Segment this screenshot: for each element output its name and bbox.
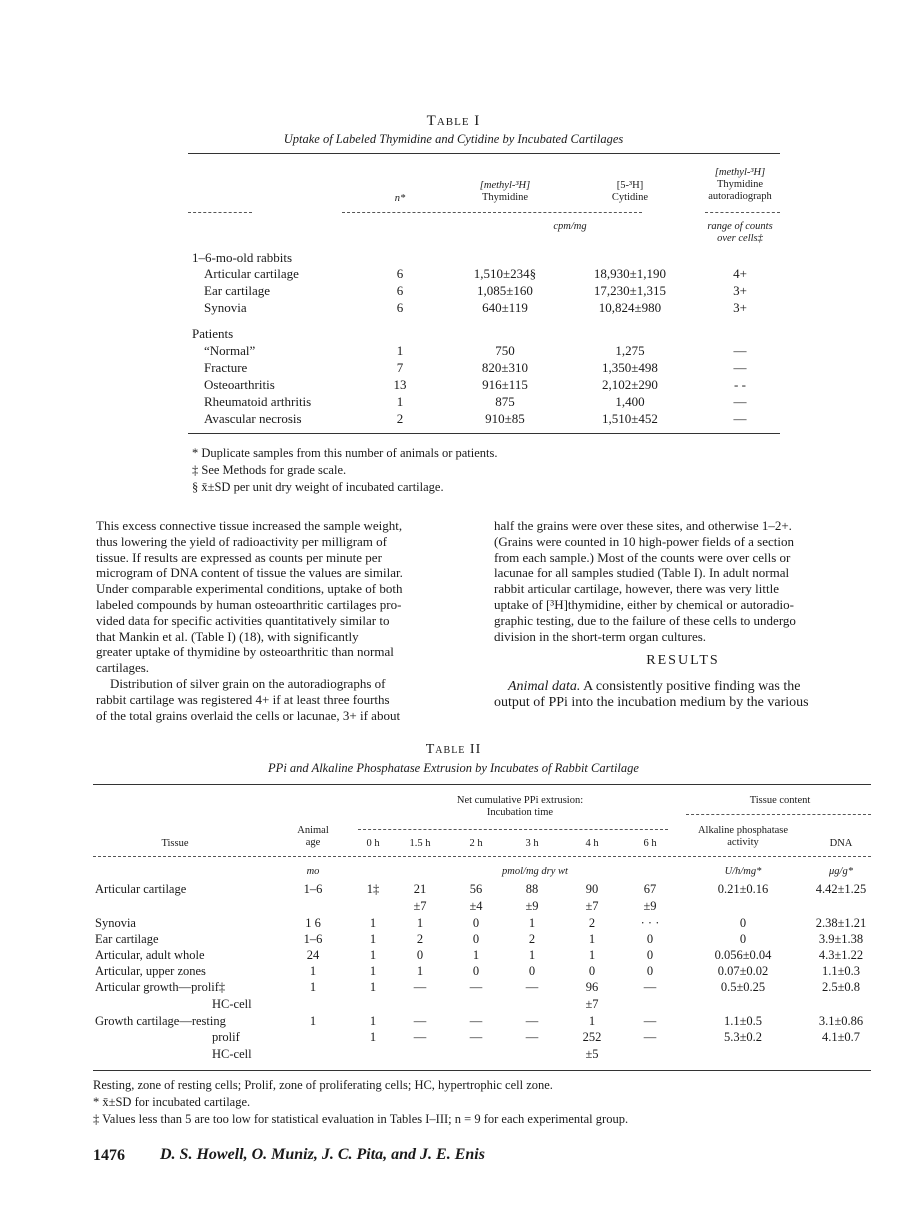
text-line: (Grains were counted in 10 high-power fields of a section bbox=[494, 533, 794, 549]
t1-row-n: 13 bbox=[393, 377, 407, 392]
t2-head-animal-age: Animal age bbox=[297, 825, 329, 848]
text-line: rabbit articular cartilage, however, there was very little bbox=[494, 581, 779, 597]
t1-row-auto: — bbox=[733, 411, 747, 426]
t2-unit-ppi: pmol/mg dry wt bbox=[502, 866, 568, 877]
t2-cell: — bbox=[469, 1014, 483, 1028]
t2-cell: 252 bbox=[582, 1030, 602, 1044]
t2-row-dna: 2.38±1.21 bbox=[815, 916, 867, 930]
text-line: from each sample.) Most of the counts were over cells or bbox=[494, 549, 791, 565]
t1-row-name: Synovia bbox=[204, 300, 247, 315]
t1-row-name: Articular cartilage bbox=[204, 266, 299, 281]
text-line: cartilages. bbox=[96, 660, 150, 676]
t2-footnote: * x̄±SD for incubated cartilage. bbox=[93, 1095, 251, 1109]
t1-row-n: 6 bbox=[396, 283, 404, 298]
t2-cell: 1 bbox=[472, 948, 480, 962]
t1-row-auto: — bbox=[733, 394, 747, 409]
t2-cell: 1 bbox=[369, 948, 377, 962]
t2-cell: 0 bbox=[416, 948, 424, 962]
text-line: thus lowering the yield of radioactivity per milligram of bbox=[96, 533, 387, 549]
t1-unit-range: range of counts over cells‡ bbox=[707, 221, 773, 244]
text-line: division in the short-term organ cultures. bbox=[494, 628, 707, 644]
t2-cell: 1 bbox=[588, 1014, 596, 1028]
t1-unit-cpm: cpm/mg bbox=[553, 221, 587, 232]
t1-row-auto: — bbox=[733, 360, 747, 375]
page-number: 1476 bbox=[93, 1147, 125, 1164]
t2-cell: 2 bbox=[528, 932, 536, 946]
text-line: output of PPi into the incubation medium by the various bbox=[494, 694, 809, 710]
t2-row-alk: 0.21±0.16 bbox=[717, 882, 769, 896]
t2-cell: 67 bbox=[643, 882, 657, 896]
text-line: half the grains were over these sites, and otherwise 1–2+. bbox=[494, 518, 792, 533]
t1-row-n: 6 bbox=[396, 300, 404, 315]
t2-cell: 90 bbox=[585, 882, 599, 896]
t2-row-alk: 0.07±0.02 bbox=[717, 964, 769, 978]
t1-head-cytidine: [5-³H] Cytidine bbox=[611, 180, 649, 203]
t2-row-age: 1–6 bbox=[303, 932, 323, 946]
t2-row-age: 1 bbox=[309, 964, 317, 978]
text-line: greater uptake of thymidine by osteoarthritic than normal bbox=[96, 644, 394, 660]
t1-row-name: Rheumatoid arthritis bbox=[204, 394, 312, 409]
t2-cell: 0 bbox=[646, 932, 654, 946]
text-line: labeled compounds by human osteoarthritic cartilages pro- bbox=[96, 596, 402, 612]
t1-row-cytidine: 1,400 bbox=[615, 394, 645, 409]
t2-row-name: Ear cartilage bbox=[95, 932, 159, 946]
t1-row-name: Ear cartilage bbox=[204, 283, 271, 298]
t2-row-name: HC-cell bbox=[212, 997, 252, 1011]
t2-head-dna: DNA bbox=[829, 838, 853, 849]
t2-unit-age: mo bbox=[306, 866, 320, 877]
t2-cell: 2 bbox=[588, 916, 596, 930]
t2-row-age: 1 bbox=[309, 1014, 317, 1028]
t2-cell: 88 bbox=[525, 882, 539, 896]
t1-row-cytidine: 1,510±452 bbox=[602, 411, 658, 426]
t2-cell: 1 bbox=[369, 916, 377, 930]
t2-row-alk: 0 bbox=[739, 916, 747, 930]
t1-row-auto: 3+ bbox=[733, 300, 747, 315]
t2-unit-alk: U/h/mg* bbox=[724, 866, 762, 877]
t2-row-dna: 3.1±0.86 bbox=[818, 1014, 864, 1028]
t1-group-label: 1–6-mo-old rabbits bbox=[192, 250, 293, 265]
table2-subtitle: PPi and Alkaline Phosphatase Extrusion by Incubates of Rabbit Cartilage bbox=[268, 761, 639, 775]
t2-head-time: 4 h bbox=[585, 838, 599, 849]
t2-row-alk: 0.056±0.04 bbox=[714, 948, 772, 962]
text-line: microgram of DNA content of tissue the values are similar. bbox=[96, 565, 403, 581]
t2-cell: — bbox=[413, 980, 427, 994]
t1-row-cytidine: 18,930±1,190 bbox=[593, 266, 667, 281]
t2-row-name: HC-cell bbox=[212, 1047, 252, 1061]
t2-row-dna: 3.9±1.38 bbox=[818, 932, 864, 946]
t1-row-name: “Normal” bbox=[204, 343, 256, 358]
t1-head-autoradiograph: [methyl-³H] Thymidine autoradiograph bbox=[708, 167, 772, 202]
t1-row-auto: - - bbox=[734, 377, 746, 392]
t1-row-cytidine: 1,275 bbox=[615, 343, 645, 358]
t2-cell: ±5 bbox=[585, 1047, 599, 1061]
t2-row-name: Articular cartilage bbox=[95, 882, 187, 896]
t1-row-thymidine: 1,085±160 bbox=[477, 283, 533, 298]
t2-cell: 96 bbox=[585, 980, 599, 994]
text-line: A consistently positive finding was the bbox=[583, 679, 801, 694]
t2-cell: 0 bbox=[472, 932, 480, 946]
t2-cell: 1‡ bbox=[366, 882, 380, 896]
t2-row-dna: 2.5±0.8 bbox=[821, 980, 861, 994]
t2-head-time: 2 h bbox=[469, 838, 483, 849]
t2-cell: — bbox=[643, 1014, 657, 1028]
t2-row-name: Growth cartilage—resting bbox=[95, 1014, 226, 1028]
table2-top-rule bbox=[93, 784, 871, 785]
t2-cell: 1 bbox=[369, 932, 377, 946]
t2-cell: 21 bbox=[413, 882, 427, 896]
t1-row-cytidine: 1,350±498 bbox=[602, 360, 658, 375]
t1-row-auto: 3+ bbox=[733, 283, 747, 298]
t2-row-age: 1 6 bbox=[305, 916, 321, 930]
t2-unit-dna: μg/g* bbox=[829, 866, 853, 877]
t2-head-time: 6 h bbox=[643, 838, 657, 849]
text-line: of the total grains overlaid the cells or lacunae, 3+ if about bbox=[96, 707, 401, 723]
t2-footnote: ‡ Values less than 5 are too low for statistical evaluation in Tables I–III; n = 9 for each experimental group. bbox=[93, 1112, 629, 1126]
table2-title: Table II bbox=[425, 742, 482, 757]
t1-row-thymidine: 750 bbox=[495, 343, 515, 358]
t2-cell: 0 bbox=[646, 948, 654, 962]
t2-cell: — bbox=[413, 1030, 427, 1044]
body-column-left bbox=[96, 518, 474, 723]
t2-row-dna: 4.1±0.7 bbox=[821, 1030, 861, 1044]
t2-head-tissue: Tissue bbox=[161, 838, 189, 849]
t2-row-alk: 1.1±0.5 bbox=[723, 1014, 763, 1028]
t2-cell: — bbox=[469, 1030, 483, 1044]
table2-bottom-rule bbox=[93, 1070, 871, 1071]
text-line: that Mankin et al. (Table I) (18), with significantly bbox=[96, 628, 359, 644]
t1-footnote: § x̄±SD per unit dry weight of incubated cartilage. bbox=[192, 480, 444, 494]
t1-footnote: ‡ See Methods for grade scale. bbox=[192, 463, 347, 477]
text-line: graphic testing, due to the failure of these cells to undergo bbox=[494, 612, 796, 628]
t2-row-alk: 0 bbox=[739, 932, 747, 946]
text-line: rabbit cartilage was registered 4+ if at least three fourths bbox=[96, 691, 390, 707]
t2-cell: 1 bbox=[588, 948, 596, 962]
t2-row-name: Articular growth—prolif‡ bbox=[95, 980, 226, 994]
t1-row-n: 1 bbox=[396, 394, 404, 409]
t1-row-n: 1 bbox=[396, 343, 404, 358]
t2-cell: — bbox=[469, 980, 483, 994]
t2-cell-sd: ±9 bbox=[525, 899, 539, 913]
t2-cell: 0 bbox=[588, 964, 596, 978]
t1-row-thymidine: 910±85 bbox=[485, 411, 525, 426]
t2-head-ppi: Net cumulative PPi extrusion: Incubation time bbox=[456, 795, 584, 818]
t2-cell: 0 bbox=[472, 916, 480, 930]
t1-row-thymidine: 875 bbox=[495, 394, 515, 409]
t2-cell-sd: ±4 bbox=[469, 899, 483, 913]
t2-footnote: Resting, zone of resting cells; Prolif, zone of proliferating cells; HC, hypertrophic cell zone. bbox=[93, 1078, 553, 1092]
t2-cell: — bbox=[643, 980, 657, 994]
t1-row-thymidine: 916±115 bbox=[482, 377, 528, 392]
t2-cell: 0 bbox=[528, 964, 536, 978]
t2-head-time: 1.5 h bbox=[409, 838, 431, 849]
table1-subtitle: Uptake of Labeled Thymidine and Cytidine by Incubated Cartilages bbox=[283, 132, 624, 146]
t2-row-name: prolif bbox=[212, 1030, 240, 1044]
t1-row-auto: 4+ bbox=[733, 266, 747, 281]
t2-head-time: 3 h bbox=[525, 838, 539, 849]
t2-cell: — bbox=[525, 980, 539, 994]
t2-row-age: 1 bbox=[309, 980, 317, 994]
t2-cell: — bbox=[643, 1030, 657, 1044]
t2-cell: · · · bbox=[640, 916, 660, 930]
text-line: tissue. If results are expressed as counts per minute per bbox=[96, 549, 382, 565]
t2-cell-sd: ±7 bbox=[585, 899, 599, 913]
table1-bottom-rule bbox=[188, 433, 780, 434]
t1-head-n: n* bbox=[394, 193, 406, 204]
t2-head-tissue-content: Tissue content bbox=[749, 795, 811, 806]
t2-cell: — bbox=[413, 1014, 427, 1028]
t2-cell: 1 bbox=[369, 1030, 377, 1044]
t2-cell: 1 bbox=[369, 964, 377, 978]
t2-cell: 1 bbox=[528, 916, 536, 930]
t1-row-n: 7 bbox=[396, 360, 404, 375]
t1-head-thymidine: [methyl-³H] Thymidine bbox=[479, 180, 531, 203]
t1-group-label: Patients bbox=[192, 326, 234, 341]
t2-cell: 1 bbox=[588, 932, 596, 946]
t2-cell: 1 bbox=[416, 916, 424, 930]
t1-footnote: * Duplicate samples from this number of animals or patients. bbox=[192, 446, 498, 460]
t2-row-age: 24 bbox=[306, 948, 320, 962]
t2-cell: — bbox=[525, 1014, 539, 1028]
t1-row-thymidine: 1,510±234§ bbox=[473, 266, 537, 281]
t2-cell-sd: ±9 bbox=[643, 899, 657, 913]
t2-cell-sd: ±7 bbox=[413, 899, 427, 913]
t2-row-alk: 5.3±0.2 bbox=[723, 1030, 763, 1044]
t1-row-cytidine: 17,230±1,315 bbox=[593, 283, 667, 298]
t2-row-name: Articular, upper zones bbox=[95, 964, 206, 978]
t2-row-alk: 0.5±0.25 bbox=[720, 980, 766, 994]
table1-title: Table I bbox=[426, 113, 481, 129]
t2-cell: — bbox=[525, 1030, 539, 1044]
t2-row-dna: 4.42±1.25 bbox=[815, 882, 867, 896]
t2-cell: 1 bbox=[416, 964, 424, 978]
t2-cell: ±7 bbox=[585, 997, 599, 1011]
t2-cell: 0 bbox=[472, 964, 480, 978]
t2-row-dna: 4.3±1.22 bbox=[818, 948, 864, 962]
t1-row-auto: — bbox=[733, 343, 747, 358]
text-line: uptake of [³H]thymidine, either by chemical or autoradio- bbox=[494, 596, 794, 612]
t2-row-dna: 1.1±0.3 bbox=[821, 964, 861, 978]
text-line: vided data for specific activities quantitatively similar to bbox=[96, 612, 390, 628]
running-authors: D. S. Howell, O. Muniz, J. C. Pita, and J. E. Enis bbox=[160, 1146, 485, 1163]
t2-cell: 56 bbox=[469, 882, 483, 896]
text-line: Under comparable experimental conditions, uptake of both bbox=[96, 581, 403, 597]
results-paragraph bbox=[494, 679, 872, 711]
t2-cell: 2 bbox=[416, 932, 424, 946]
body-column-right bbox=[494, 518, 872, 644]
t2-head-alk: Alkaline phosphatase activity bbox=[697, 825, 789, 848]
t1-row-n: 6 bbox=[396, 266, 404, 281]
t1-row-n: 2 bbox=[396, 411, 404, 426]
t2-cell: 1 bbox=[369, 1014, 377, 1028]
results-heading: RESULTS bbox=[646, 653, 720, 668]
t1-row-name: Osteoarthritis bbox=[204, 377, 275, 392]
t1-row-thymidine: 640±119 bbox=[482, 300, 528, 315]
t2-cell: 1 bbox=[369, 980, 377, 994]
t1-row-name: Avascular necrosis bbox=[204, 411, 302, 426]
text-line: lacunae for all samples studied (Table I). In adult normal bbox=[494, 565, 790, 581]
t1-row-thymidine: 820±310 bbox=[481, 360, 529, 375]
text-line: This excess connective tissue increased the sample weight, bbox=[96, 518, 403, 533]
animal-data-label: Animal data. bbox=[508, 679, 581, 694]
t2-cell: 1 bbox=[528, 948, 536, 962]
t2-head-time: 0 h bbox=[366, 838, 380, 849]
t1-row-name: Fracture bbox=[204, 360, 248, 375]
table1-top-rule bbox=[188, 153, 780, 154]
text-line: Distribution of silver grain on the autoradiographs of bbox=[110, 675, 386, 691]
t2-row-name: Synovia bbox=[95, 916, 136, 930]
t1-row-cytidine: 10,824±980 bbox=[598, 300, 662, 315]
t1-row-cytidine: 2,102±290 bbox=[602, 377, 658, 392]
t2-cell: 0 bbox=[646, 964, 654, 978]
t2-row-name: Articular, adult whole bbox=[95, 948, 205, 962]
t2-row-age: 1–6 bbox=[303, 882, 323, 896]
